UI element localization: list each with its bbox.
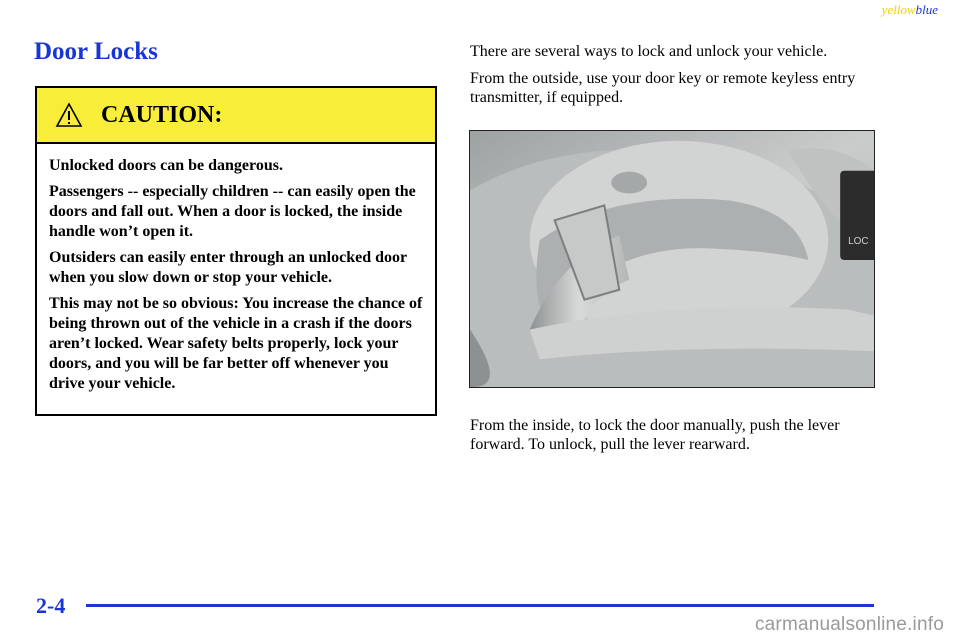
caution-box xyxy=(35,86,437,416)
outside-lock-paragraph: From the outside, use your door key or remote keyless entry transmitter, if equipped. xyxy=(470,70,856,106)
color-tag xyxy=(882,2,938,18)
caution-paragraph: Unlocked doors can be dangerous. xyxy=(49,157,283,174)
lock-switch-label: LOC xyxy=(848,236,869,248)
inside-lock-paragraph: From the inside, to lock the door manually, push the lever forward. To unlock, pull the lever rearward. xyxy=(470,417,840,453)
intro-paragraph: There are several ways to lock and unlock your vehicle. xyxy=(470,43,828,60)
footer-rule xyxy=(86,604,874,607)
right-column-text xyxy=(470,42,880,115)
color-tag-blue: blue xyxy=(915,2,938,17)
section-title: Door Locks xyxy=(34,38,158,65)
warning-icon xyxy=(55,102,83,128)
watermark: carmanualsonline.info xyxy=(754,614,944,635)
caution-body xyxy=(37,144,435,394)
caution-heading: CAUTION: xyxy=(101,101,223,128)
caution-paragraph: Outsiders can easily enter through an unlocked door when you slow down or stop your vehicle. xyxy=(49,249,407,286)
door-handle-illustration xyxy=(470,131,874,387)
caution-header xyxy=(37,88,435,144)
caution-paragraph: This may not be so obvious: You increase the chance of being thrown out of the vehicle in a crash if the doors aren’t locked. Wear safety belts properly, lock your doors, and you will be far better off whenever you drive your vehicle. xyxy=(49,295,423,392)
page-number: 2-4 xyxy=(36,593,66,618)
caution-paragraph: Passengers -- especially children -- can easily open the doors and fall out. When a door is locked, the inside handle won’t open it. xyxy=(49,183,416,240)
color-tag-yellow: yellow xyxy=(881,2,916,17)
door-handle-photo xyxy=(469,130,875,388)
